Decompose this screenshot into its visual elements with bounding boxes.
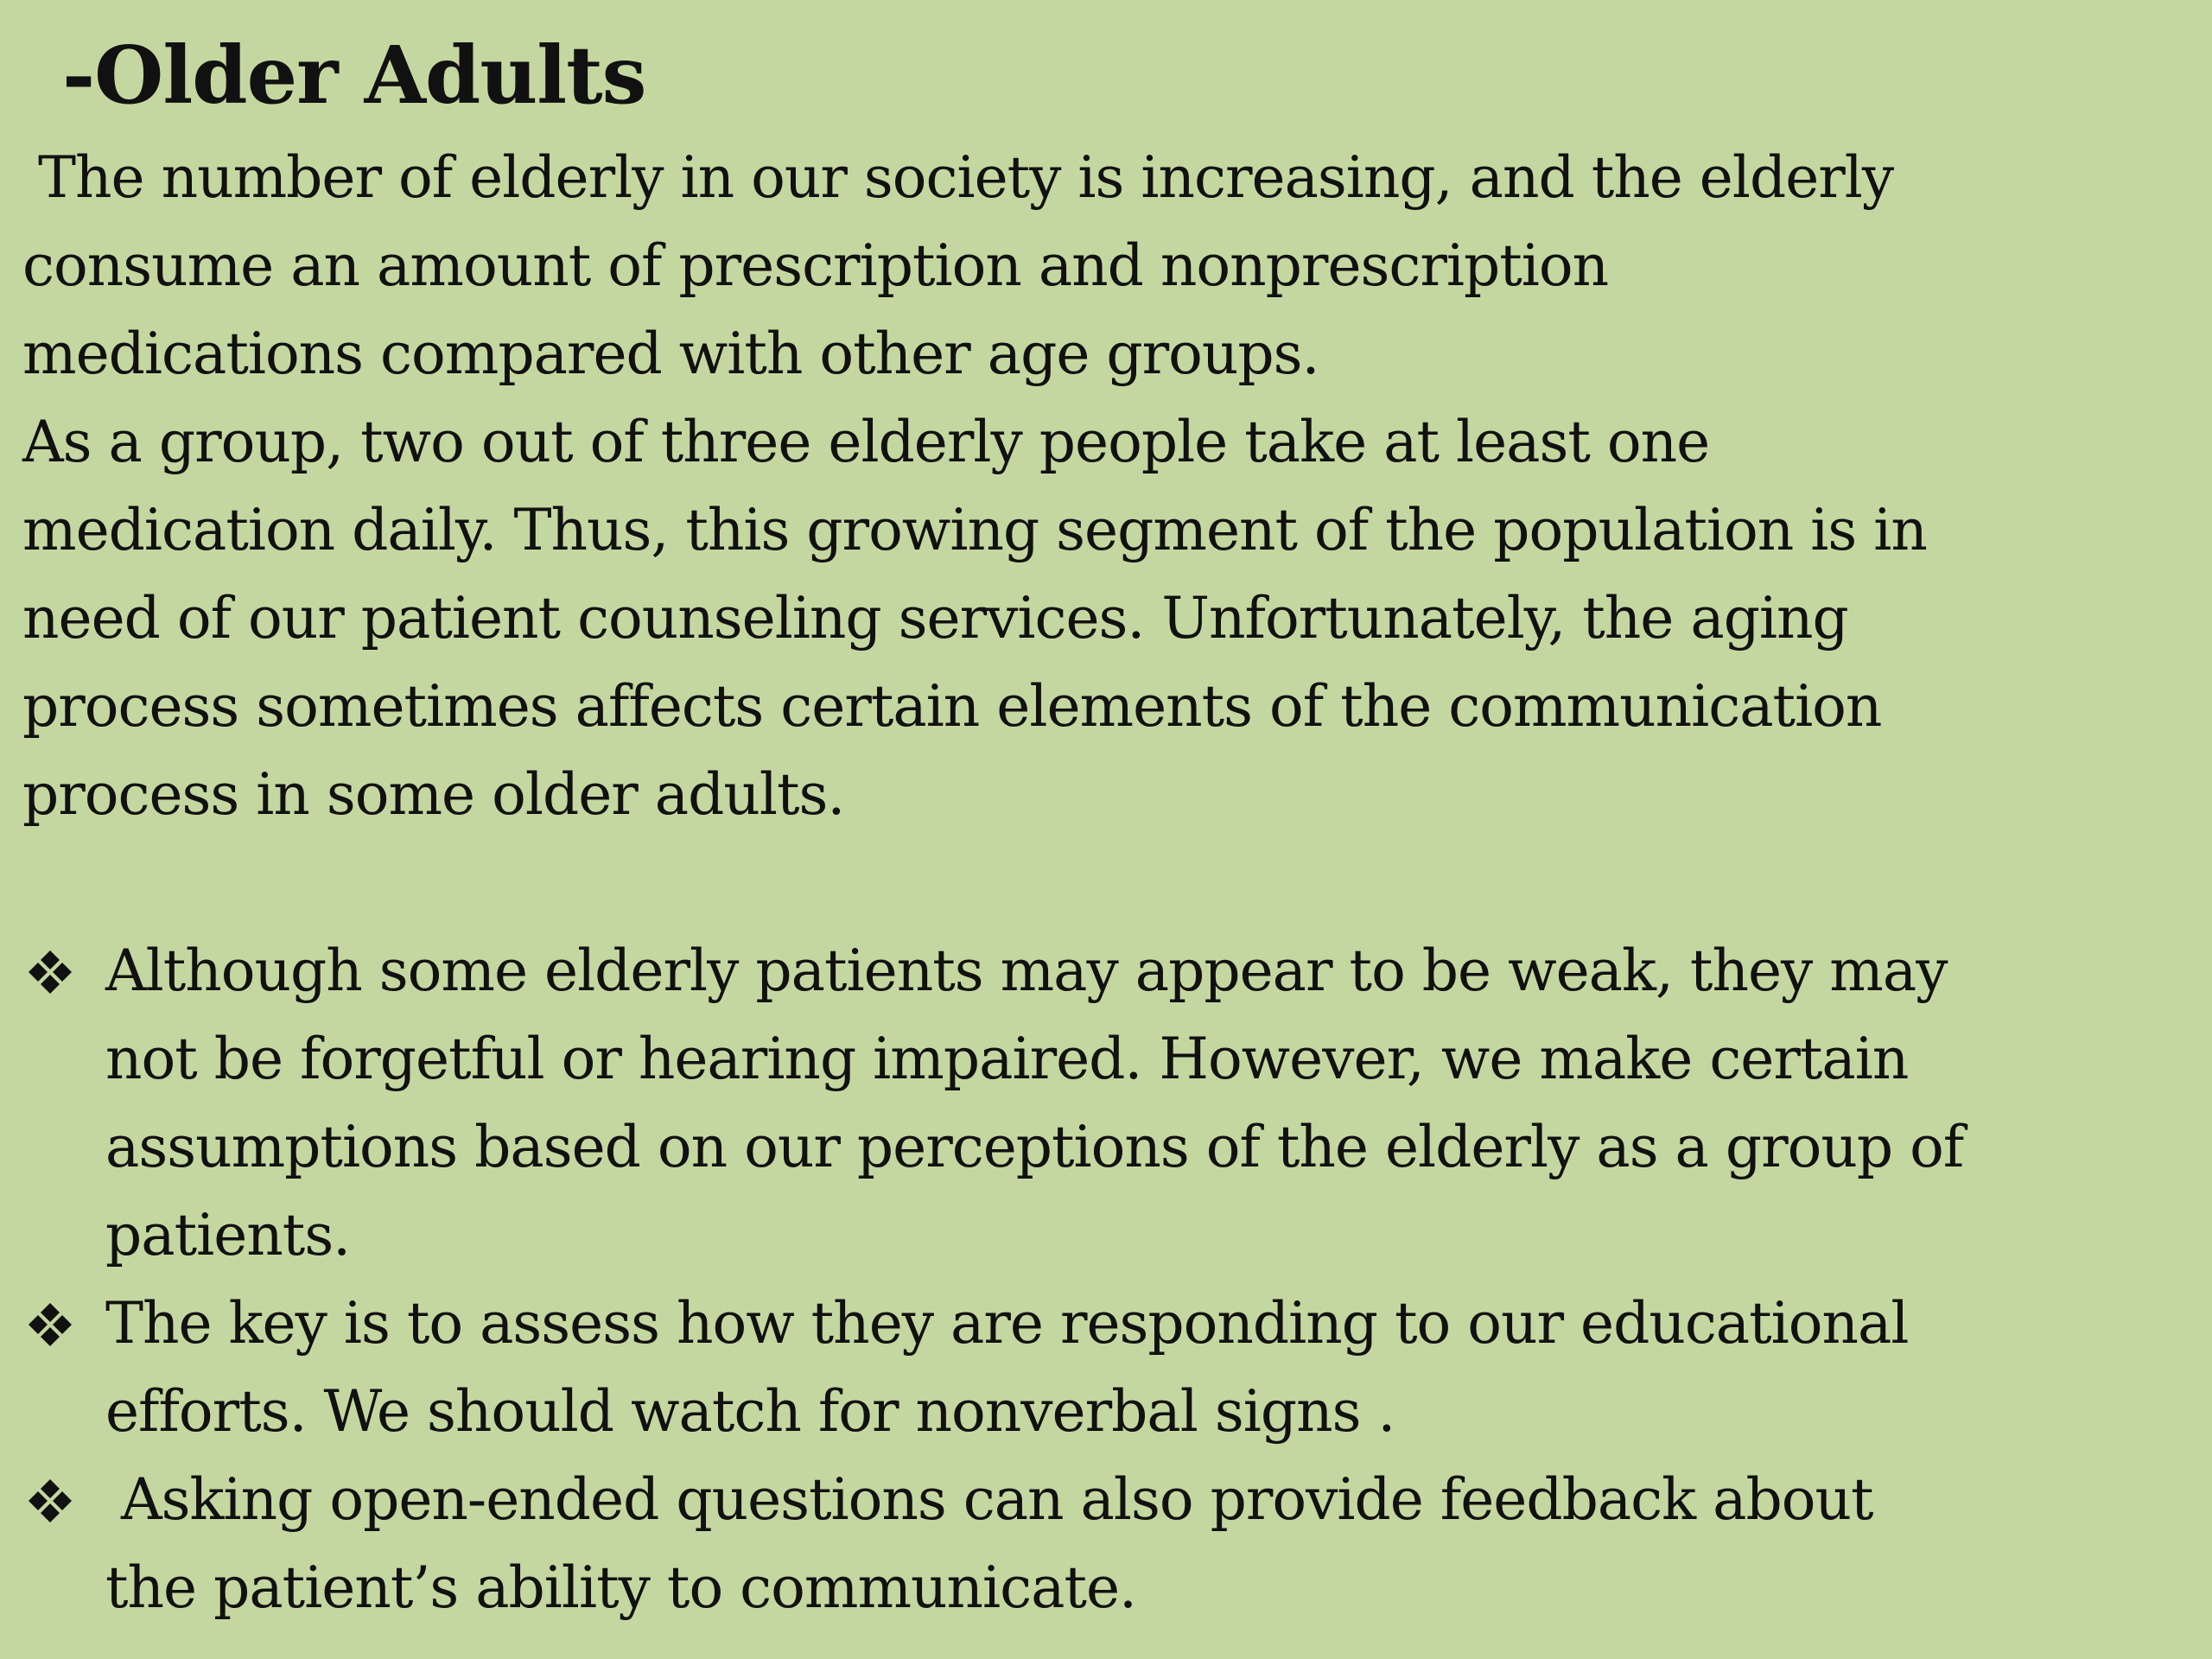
bullet-line: not be forgetful or hearing impaired. However, we make certain bbox=[105, 1026, 1909, 1092]
paragraph-spacer bbox=[22, 839, 2191, 927]
bullet-item-3 bbox=[22, 1456, 2191, 1632]
slide-body bbox=[22, 134, 2191, 1632]
intro-paragraph bbox=[22, 134, 2191, 839]
bullet-item-1 bbox=[22, 927, 2191, 1280]
paragraph-line: consume an amount of prescription and nonprescription bbox=[22, 232, 1609, 299]
bullet-line: Although some elderly patients may appear to be weak, they may bbox=[105, 938, 1948, 1004]
bullet-line: assumptions based on our perceptions of the elderly as a group of bbox=[105, 1114, 1964, 1180]
bullet-line: patients. bbox=[105, 1202, 351, 1268]
paragraph-line: medication daily. Thus, this growing segment of the population is in bbox=[22, 497, 1927, 563]
paragraph-line: As a group, two out of three elderly people take at least one bbox=[22, 409, 1710, 475]
four-diamond-bullet-icon bbox=[26, 948, 74, 996]
paragraph-line: medications compared with other age groups. bbox=[22, 321, 1319, 387]
paragraph-line: process sometimes affects certain elements of the communication bbox=[22, 673, 1882, 740]
paragraph-line: process in some older adults. bbox=[22, 761, 845, 828]
bullet-line: the patient’s ability to communicate. bbox=[105, 1554, 1137, 1621]
bullet-line: efforts. We should watch for nonverbal signs . bbox=[105, 1378, 1395, 1445]
four-diamond-bullet-icon bbox=[26, 1300, 74, 1349]
four-diamond-bullet-icon bbox=[26, 1477, 74, 1525]
bullet-item-2 bbox=[22, 1280, 2191, 1456]
paragraph-line: need of our patient counseling services. Unfortunately, the aging bbox=[22, 585, 1848, 652]
bullet-line: The key is to assess how they are responding to our educational bbox=[105, 1290, 1909, 1357]
bullet-line: Asking open-ended questions can also provide feedback about bbox=[121, 1466, 1873, 1533]
slide-title: -Older Adults bbox=[62, 29, 646, 122]
paragraph-line: The number of elderly in our society is increasing, and the elderly bbox=[38, 144, 1894, 211]
